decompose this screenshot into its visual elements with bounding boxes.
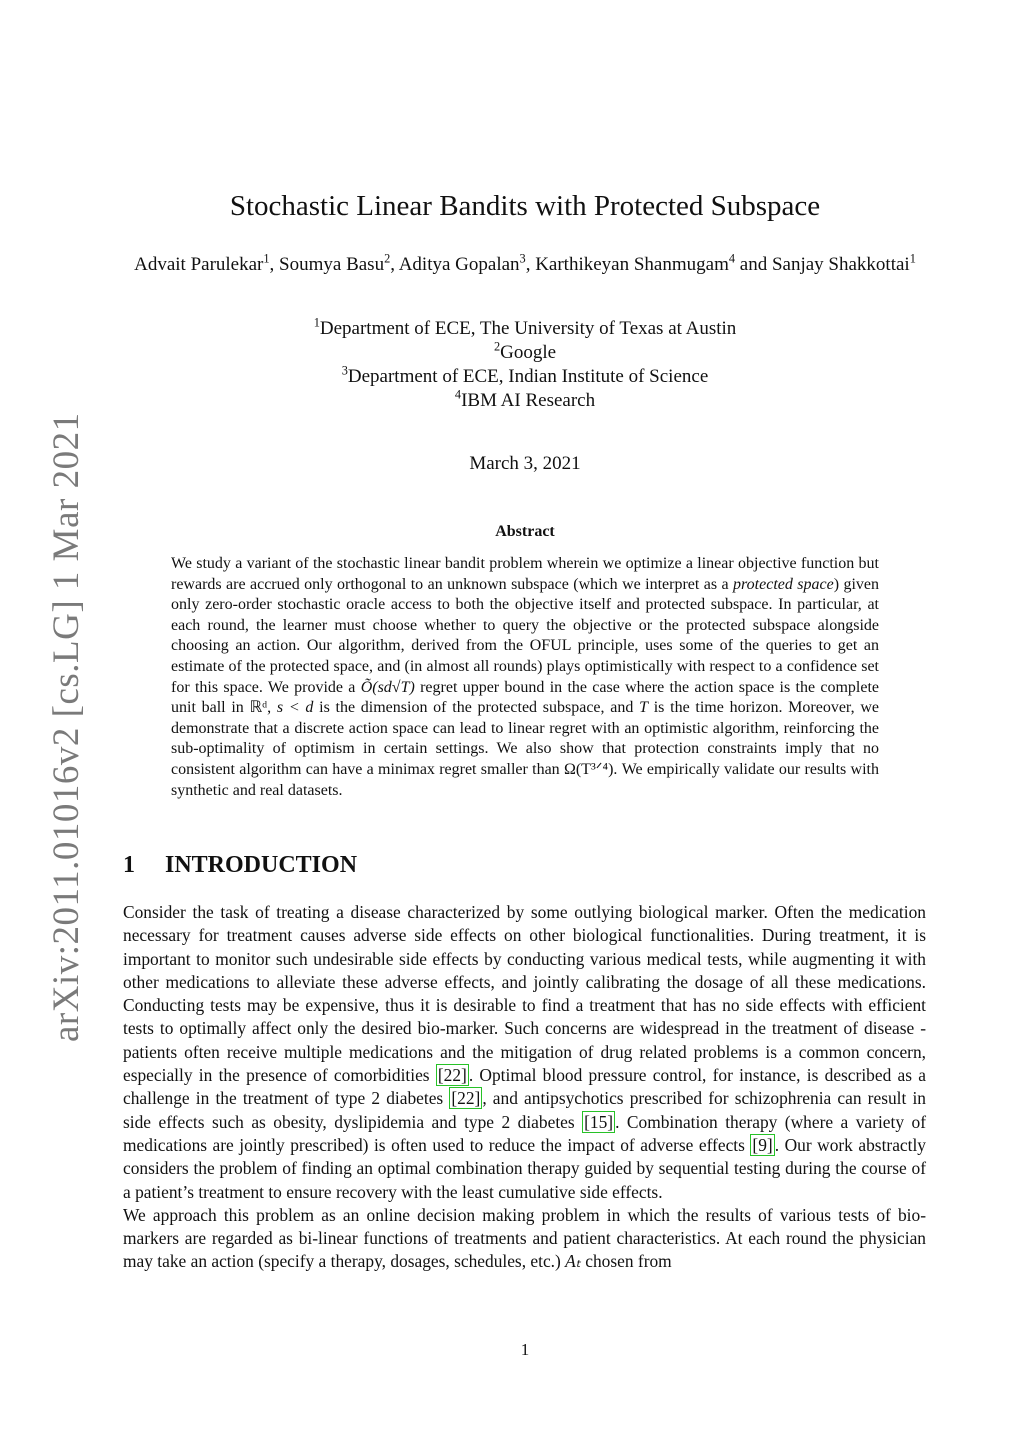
arxiv-identifier: arXiv:2011.01016v2 [cs.LG] 1 Mar 2021 — [46, 412, 87, 1042]
paper-title: Stochastic Linear Bandits with Protected Subspace — [229, 190, 821, 222]
abstract-heading: Abstract — [495, 523, 555, 540]
lower-bound-math: Ω(T³ᐟ⁴) — [563, 760, 614, 778]
citation-link[interactable]: [22] — [437, 1065, 467, 1086]
affiliation: $^2$Google — [493, 339, 557, 363]
regret-bound-math: Õ(sd√T) — [360, 678, 415, 696]
affiliation: $^1$Department of ECE, The University of Texas at Austin — [313, 315, 737, 339]
publication-date: March 3, 2021 — [469, 453, 581, 474]
affiliation-list — [150, 317, 900, 413]
section-heading-introduction: 1 INTRODUCTION — [123, 852, 358, 878]
citation-link[interactable]: [22] — [451, 1088, 481, 1109]
page-number: 1 — [520, 1340, 530, 1359]
author-list: Advait Parulekar$^1$, Soumya Basu$^2$, Aditya Gopalan$^3$, Karthikeyan Shanmugam$^4$ and Sanjay Shakkottai$^1$ — [134, 251, 916, 275]
citation-link[interactable]: [15] — [584, 1111, 614, 1132]
affiliation: $^4$IBM AI Research — [454, 387, 596, 411]
paragraph: We approach this problem as an online decision making problem in which the results of various tests of bio-markers are regarded as bi-linear functions of treatments and patient characteristics. At each round the physician may take an action (specify a therapy, dosages, schedules, etc.) Aₜ chosen from — [123, 1204, 926, 1272]
affiliation: $^3$Department of ECE, Indian Institute of Science — [341, 363, 709, 387]
author: Advait Parulekar$^1$ — [134, 251, 270, 275]
author: Sanjay Shakkottai$^1$ — [771, 251, 916, 275]
author: Aditya Gopalan$^3$ — [398, 251, 526, 275]
introduction-body — [123, 901, 926, 1274]
paragraph: Consider the task of treating a disease characterized by some outlying biological marker. Often the medication necessary for treatment causes adverse side effects on other biological functionalities. During treatment, it is important to monitor such undesirable side effects by conducting various medical tests, while augmenting it with other medications to alleviate these adverse effects, and jointly calibrating the dosage of all these medications. Conducting tests may be expensive, thus it is desirable to find a treatment that has no side effects with efficient tests to optimally affect only the desired bio-marker. Such concerns are widespread in the treatment of disease - patients often receive multiple medications and the mitigation of drug related problems is a common concern, especially in the presence of comorbidities [22] . Optimal blood pressure control, for instance, is described as a challenge in the treatment of type 2 diabetes [22] , and antipsychotics prescribed for schizophrenia can result in side effects such as obesity, dyslipidemia and type 2 diabetes [15] . Combination therapy (where a variety of medications are jointly prescribed) is often used to reduce the impact of adverse effects [9] . Our work abstractly considers the problem of finding an optimal combination therapy guided by sequential testing during the course of a patient’s treatment to ensure recovery with the least cumulative side effects. — [123, 902, 926, 1202]
unit-ball-space-math: ℝᵈ — [249, 699, 268, 717]
author: Karthikeyan Shanmugam$^4$ — [535, 251, 736, 275]
author: Soumya Basu$^2$ — [279, 251, 391, 275]
citation-link[interactable]: [9] — [752, 1134, 773, 1155]
abstract-text: We study a variant of the stochastic linear bandit problem wherein we optimize a linear objective function but rewards are accrued only orthogonal to an unknown subspace (which we interpret as a protected space) given only zero-order stochastic oracle access to both the objective itself and protected subspace. In particular, at each round, the learner must choose whether to query the objective or the protected subspace alongside choosing an action. Our algorithm, derived from the OFUL principle, uses some of the queries to get an estimate of the protected space, and (in almost all rounds) plays optimistically with respect to a confidence set for this space. We provide a Õ(sd√T) regret upper bound in the case where the action space is the complete unit ball in ℝᵈ, s < d is the dimension of the protected subspace, and T is the time horizon. Moreover, we demonstrate that a discrete action space can lead to linear regret with an optimistic algorithm, reinforcing the sub-optimality of optimism in certain settings. We also show that protection constraints imply that no consistent algorithm can have a minimax regret smaller than Ω(T³ᐟ⁴). We empirically validate our results with synthetic and real datasets. — [171, 555, 880, 799]
